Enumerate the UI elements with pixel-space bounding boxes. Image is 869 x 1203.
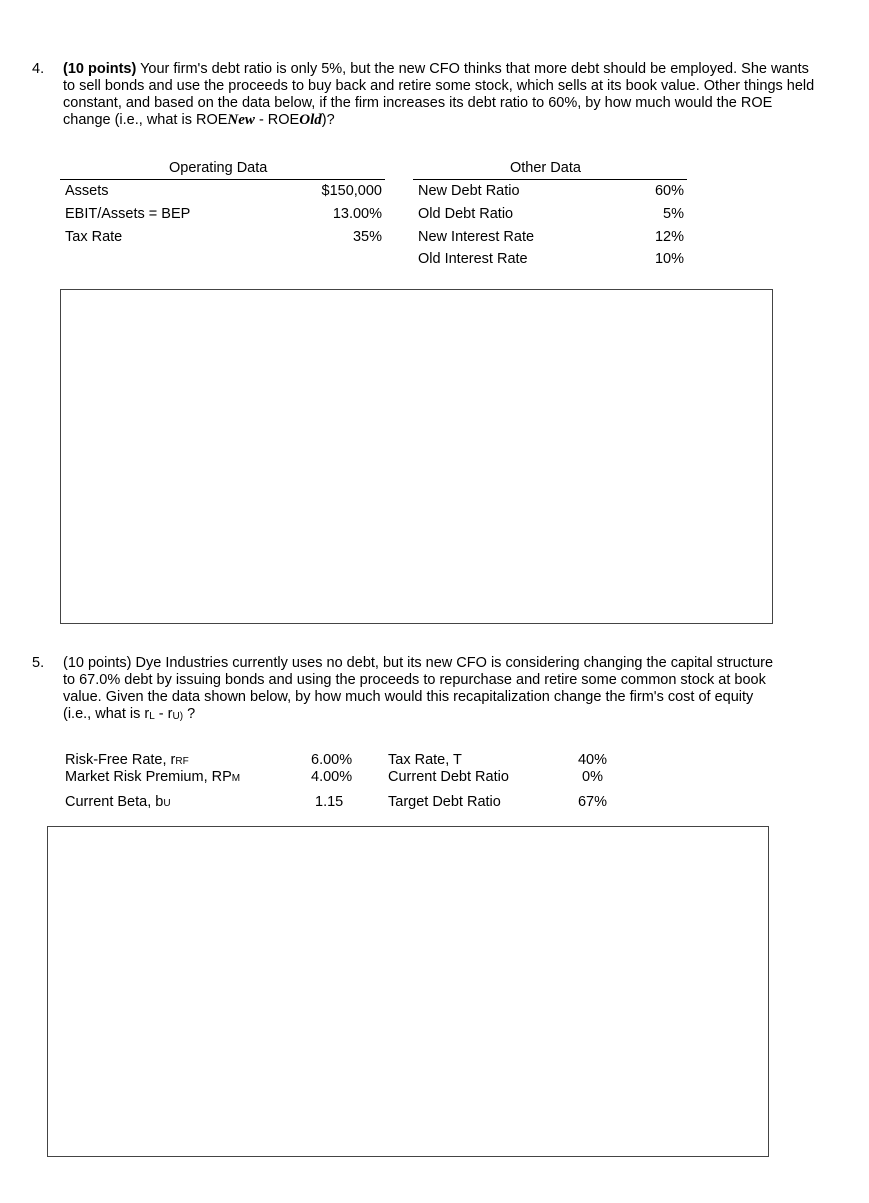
- q5-answer-box[interactable]: [47, 826, 769, 1157]
- q5-rf-label: Risk-Free Rate, rRF: [65, 752, 189, 768]
- q4-number: 4.: [32, 61, 45, 77]
- other-data-header: Other Data: [510, 160, 581, 176]
- q4-text-a: Your firm's debt ratio is only 5%, but the new CFO thinks that more debt should be employed. She wants to sell bonds and use the proceeds to buy back and retire some stock, which sells at its book value. Other things held constant, and based on the data below, if the firm increases its debt ratio to 60%, by how much would the ROE change (i.e., what is ROE: [63, 61, 815, 128]
- other-row-new-debt-label: New Debt Ratio: [418, 183, 520, 199]
- q5-target-debt-value: 67%: [577, 794, 607, 810]
- other-row-old-interest-value: 10%: [654, 251, 684, 267]
- q4-new-label: New: [227, 112, 255, 128]
- q4-text-b: - ROE: [254, 112, 300, 128]
- q5-current-debt-label: Current Debt Ratio: [388, 769, 509, 785]
- q4-question-text: [63, 61, 823, 129]
- other-row-old-debt-value: 5%: [663, 206, 684, 222]
- q5-tax-label: Tax Rate, T: [388, 752, 462, 768]
- q5-rpm-value: 4.00%: [311, 769, 353, 785]
- q5-number: 5.: [32, 655, 45, 671]
- other-row-old-debt-label: Old Debt Ratio: [418, 206, 514, 222]
- q5-question-text: [63, 655, 783, 725]
- q5-current-debt-value: 0%: [582, 769, 603, 785]
- q5-text-a: (10 points) Dye Industries currently uses no debt, but its new CFO is considering changing the capital structure to 67.0% debt by issuing bonds and using the proceeds to repurchase and retire some common stock at book value. Given the data shown below, by how much would this recapitalization change the firm's cost of equity (i.e., what is r: [63, 655, 774, 722]
- q5-target-debt-label: Target Debt Ratio: [388, 794, 501, 810]
- q4-points: (10 points): [63, 61, 137, 77]
- operating-data-header: Operating Data: [169, 160, 268, 176]
- q5-sub-l: L: [149, 711, 155, 722]
- other-row-new-interest-label: New Interest Rate: [418, 229, 535, 245]
- q5-text-c: ?: [183, 706, 196, 722]
- q4-answer-box[interactable]: [60, 289, 773, 624]
- other-row-new-debt-value: 60%: [654, 183, 684, 199]
- q5-tax-value: 40%: [577, 752, 607, 768]
- q5-beta-label: Current Beta, bU: [65, 794, 171, 810]
- operating-header-rule: [60, 179, 385, 180]
- q5-text-b: - r: [154, 706, 173, 722]
- other-row-new-interest-value: 12%: [654, 229, 684, 245]
- other-header-rule: [413, 179, 687, 180]
- op-row-bep-label: EBIT/Assets = BEP: [65, 206, 191, 222]
- other-row-old-interest-label: Old Interest Rate: [418, 251, 528, 267]
- op-row-bep-value: 13.00%: [332, 206, 382, 222]
- q4-old-label: Old: [299, 112, 322, 128]
- op-row-assets-label: Assets: [65, 183, 109, 199]
- q5-beta-value: 1.15: [315, 794, 344, 810]
- op-row-assets-value: $150,000: [321, 183, 382, 199]
- op-row-tax-label: Tax Rate: [65, 229, 123, 245]
- op-row-tax-value: 35%: [352, 229, 382, 245]
- q5-rpm-label: Market Risk Premium, RPM: [65, 769, 241, 785]
- q4-text-c: )?: [321, 112, 335, 128]
- q5-rf-value: 6.00%: [311, 752, 353, 768]
- q5-sub-u: U): [172, 711, 184, 722]
